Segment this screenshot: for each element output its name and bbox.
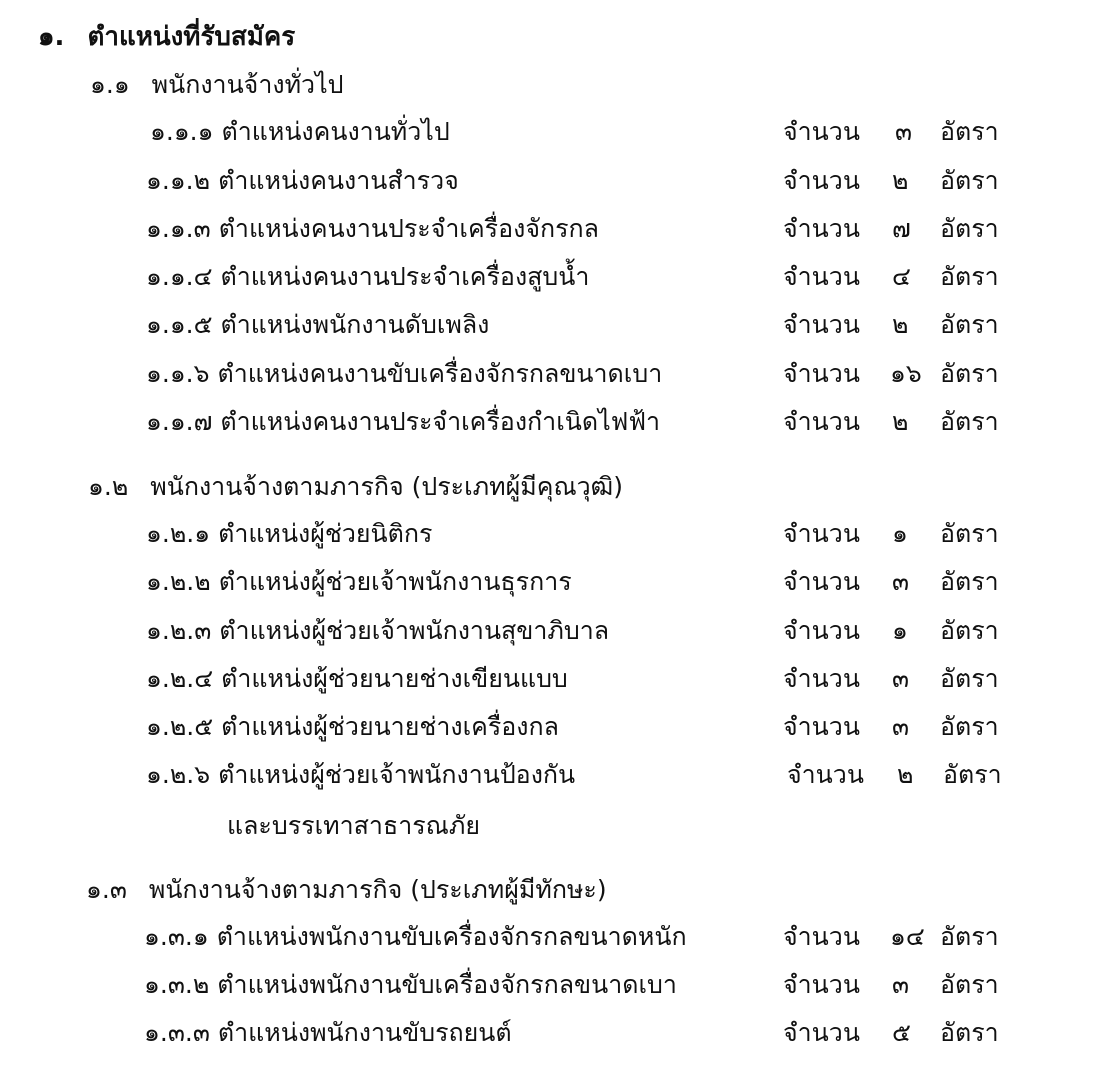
item-title: ตำแหน่งคนงานทั่วไป (221, 117, 450, 146)
count-unit: อัตรา (940, 262, 999, 291)
count-value: ๒ (897, 760, 914, 789)
item-number: ๑.๑.๓ (146, 214, 211, 243)
item-title-continuation: และบรรเทาสาธารณภัย (227, 811, 480, 840)
item-number: ๑.๓.๑ (144, 922, 209, 951)
count-label: จำนวน (783, 616, 860, 645)
section-heading (38, 20, 295, 54)
count-value: ๒ (892, 407, 909, 436)
item-title: ตำแหน่งผู้ช่วยเจ้าพนักงานสุขาภิบาล (219, 616, 610, 645)
count-value: ๒ (892, 310, 909, 339)
position-item (144, 1016, 512, 1050)
item-title: ตำแหน่งพนักงานดับเพลิง (220, 310, 490, 339)
count-label: จำนวน (783, 310, 860, 339)
count-value: ๑ (892, 616, 908, 645)
count-unit: อัตรา (940, 214, 999, 243)
item-number: ๑.๑.๕ (146, 310, 213, 339)
count-label: จำนวน (783, 262, 860, 291)
count-unit: อัตรา (940, 166, 999, 195)
position-item (150, 115, 450, 149)
position-item (146, 710, 559, 744)
group-heading (90, 68, 344, 102)
item-title: ตำแหน่งผู้ช่วยนายช่างเครื่องกล (221, 712, 559, 741)
item-number: ๑.๒.๒ (146, 567, 211, 596)
item-number: ๑.๒.๓ (146, 616, 212, 645)
position-item (146, 614, 609, 648)
item-title: ตำแหน่งคนงานสำรวจ (218, 166, 459, 195)
count-label: จำนวน (783, 712, 860, 741)
count-value: ๓ (892, 567, 910, 596)
item-title: ตำแหน่งผู้ช่วยนายช่างเขียนแบบ (221, 664, 568, 693)
item-title: ตำแหน่งพนักงานขับเครื่องจักรกลขนาดหนัก (216, 922, 687, 951)
item-title: ตำแหน่งผู้ช่วยนิติกร (218, 519, 433, 548)
count-unit: อัตรา (943, 760, 1002, 789)
item-number: ๑.๑.๗ (146, 407, 213, 436)
position-item (146, 405, 660, 439)
count-unit: อัตรา (940, 407, 999, 436)
count-unit: อัตรา (940, 310, 999, 339)
item-title: ตำแหน่งคนงานขับเครื่องจักรกลขนาดเบา (217, 359, 663, 388)
count-unit: อัตรา (940, 359, 999, 388)
item-number: ๑.๑.๔ (146, 262, 213, 291)
count-unit: อัตรา (940, 117, 999, 146)
count-value: ๗ (892, 214, 911, 243)
count-unit: อัตรา (940, 664, 999, 693)
item-number: ๑.๑.๑ (150, 117, 214, 146)
count-label: จำนวน (783, 1018, 860, 1047)
position-item (146, 662, 568, 696)
item-title: ตำแหน่งผู้ช่วยเจ้าพนักงานป้องกัน (218, 760, 576, 789)
position-item (146, 212, 599, 246)
count-label: จำนวน (783, 664, 860, 693)
item-title: ตำแหน่งคนงานประจำเครื่องสูบน้ำ (220, 262, 590, 291)
position-item (144, 920, 687, 954)
count-label: จำนวน (783, 922, 860, 951)
item-number: ๑.๒.๖ (146, 760, 211, 789)
count-unit: อัตรา (940, 1018, 999, 1047)
group-heading (88, 470, 623, 504)
count-unit: อัตรา (940, 616, 999, 645)
item-number: ๑.๒.๕ (146, 712, 214, 741)
position-item (146, 260, 589, 294)
group-title: พนักงานจ้างตามภารกิจ (ประเภทผู้มีทักษะ) (148, 875, 607, 904)
count-value: ๑ (892, 519, 908, 548)
count-value: ๓ (892, 712, 910, 741)
count-label: จำนวน (783, 567, 860, 596)
section-title: ตำแหน่งที่รับสมัคร (87, 22, 296, 52)
count-value: ๑๖ (890, 359, 922, 388)
group-title: พนักงานจ้างทั่วไป (151, 70, 344, 99)
count-label: จำนวน (783, 519, 860, 548)
count-value: ๓ (892, 970, 910, 999)
count-label: จำนวน (787, 760, 864, 789)
section-number: ๑. (38, 22, 65, 52)
item-title: ตำแหน่งพนักงานขับเครื่องจักรกลขนาดเบา (217, 970, 677, 999)
count-value: ๓ (892, 664, 910, 693)
count-value: ๔ (892, 262, 911, 291)
item-number: ๑.๒.๔ (146, 664, 214, 693)
count-label: จำนวน (783, 359, 860, 388)
count-unit: อัตรา (940, 970, 999, 999)
position-item (146, 565, 572, 599)
group-number: ๑.๑ (90, 70, 130, 99)
count-value: ๑๔ (890, 922, 925, 951)
item-number: ๑.๓.๒ (144, 970, 210, 999)
item-number: ๑.๒.๑ (146, 519, 211, 548)
item-number: ๑.๑.๒ (146, 166, 211, 195)
position-item (146, 758, 575, 792)
position-item (146, 357, 662, 391)
position-item (146, 164, 459, 198)
count-unit: อัตรา (940, 567, 999, 596)
count-value: ๓ (895, 117, 913, 146)
group-number: ๑.๓ (86, 875, 127, 904)
item-title: ตำแหน่งคนงานประจำเครื่องจักรกล (218, 214, 599, 243)
count-unit: อัตรา (940, 519, 999, 548)
group-number: ๑.๒ (88, 472, 129, 501)
count-value: ๕ (892, 1018, 911, 1047)
position-item (146, 308, 489, 342)
count-unit: อัตรา (940, 712, 999, 741)
count-label: จำนวน (783, 407, 860, 436)
item-title: ตำแหน่งผู้ช่วยเจ้าพนักงานธุรการ (218, 567, 572, 596)
item-title: ตำแหน่งคนงานประจำเครื่องกำเนิดไฟฟ้า (220, 407, 661, 436)
group-title: พนักงานจ้างตามภารกิจ (ประเภทผู้มีคุณวุฒิ) (150, 472, 624, 501)
count-label: จำนวน (783, 970, 860, 999)
count-label: จำนวน (783, 117, 860, 146)
count-label: จำนวน (783, 166, 860, 195)
count-label: จำนวน (783, 214, 860, 243)
item-title: ตำแหน่งพนักงานขับรถยนต์ (217, 1018, 512, 1047)
item-number: ๑.๓.๓ (144, 1018, 210, 1047)
group-heading (86, 873, 607, 907)
item-number: ๑.๑.๖ (146, 359, 210, 388)
count-unit: อัตรา (940, 922, 999, 951)
count-value: ๒ (892, 166, 909, 195)
position-item (144, 968, 677, 1002)
position-item (146, 517, 432, 551)
